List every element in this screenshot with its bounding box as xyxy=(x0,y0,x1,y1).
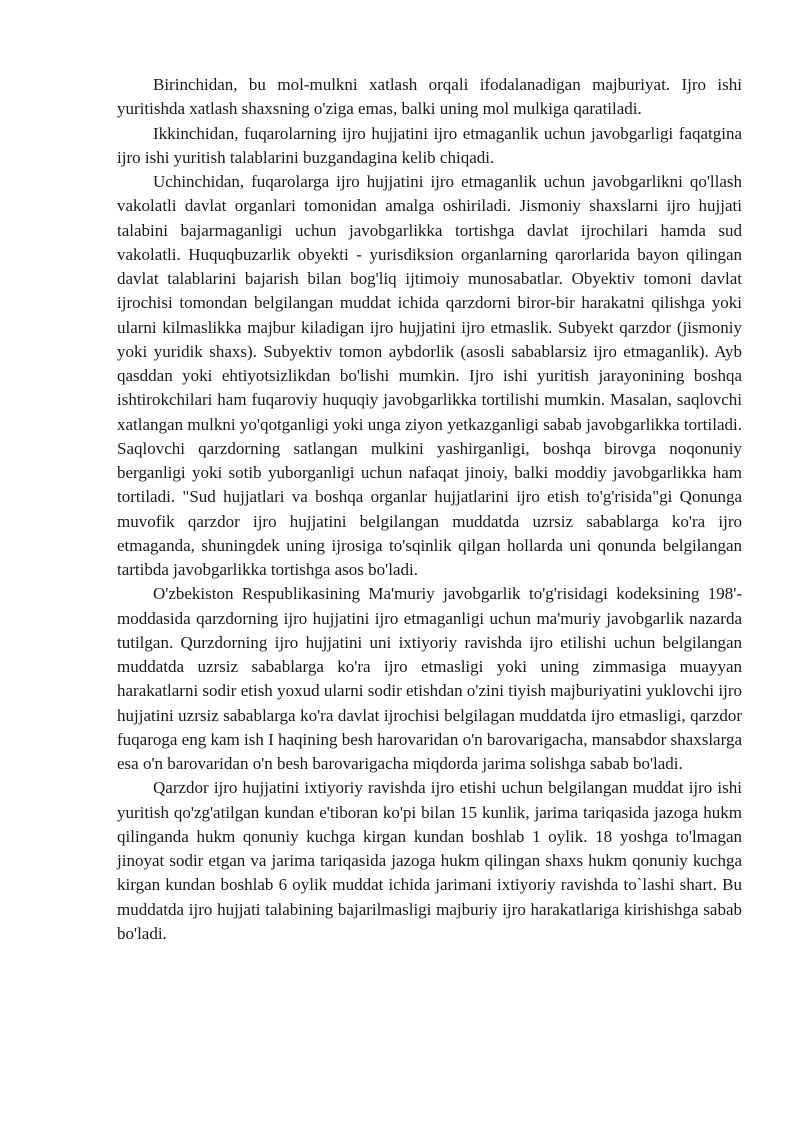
paragraph-ixtiyoriy-muddat: Qarzdor ijro hujjatini ixtiyoriy ravishda ijro etishi uchun belgilangan muddat ijro ishi yuritish qo'zg'atilgan kundan e'tiboran ko'pi bilan 15 kunlik, jarima tariqasida jazoga hukm qilinganda hukm qonuniy kuchga kirgan kundan boshlab 1 oylik. 18 yoshga to'lmagan jinoyat sodir etgan va jarima tariqasida jazoga hukm qilingan shaxs hukm qonuniy kuchga kirgan kundan boshlab 6 oylik muddat ichida jarimani ixtiyoriy ravishda to`lashi shart. Bu muddatda ijro hujjati talabining bajarilmasligi majburiy ijro harakatlariga kirishishga sabab bo'ladi. xyxy=(117,778,742,943)
document-body xyxy=(117,73,742,946)
paragraph-ikkinchidan: Ikkinchidan, fuqarolarning ijro hujjatini ijro etmaganlik uchun javobgarligi faqatgina ijro ishi yuritish talablarini buzgandagina kelib chiqadi. xyxy=(117,123,742,167)
paragraph-mamuriy-kodeks: O'zbekiston Respublikasining Ma'muriy javobgarlik to'g'risidagi kodeksining 198'-moddasida qarzdorning ijro hujjatini ijro etmaganligi uchun ma'muriy javobgarlik nazarda tutilgan. Qurzdorning ijro hujjatini uni ixtiyoriy ravishda ijro etilishi uchun belgilangan muddatda uzrsiz sabablarga ko'ra ijro etmasligi yoki uning zimmasiga muayyan harakatlarni sodir etish yoxud ularni sodir etishdan o'zini tiyish majburiyatini yuklovchi ijro hujjatini uzrsiz sabablarga ko'ra davlat ijrochisi belgilagan muddatda ijro etmasligi, qarzdor fuqaroga eng kam ish I haqining besh harovaridan o'n barovarigacha, mansabdor shaxslarga esa o'n barovaridan o'n besh barovarigacha miqdorda jarima solishga sabab bo'ladi. xyxy=(117,584,742,773)
paragraph-birinchidan: Birinchidan, bu mol-mulkni xatlash orqali ifodalanadigan majburiyat. Ijro ishi yuritishda xatlash shaxsning o'ziga emas, balki uning mol mulkiga qaratiladi. xyxy=(117,75,742,119)
paragraph-uchinchidan: Uchinchidan, fuqarolarga ijro hujjatini ijro etmaganlik uchun javobgarlikni qo'llash vakolatli davlat organlari tomonidan amalga oshiriladi. Jismoniy shaxslarni ijro hujjati talabini bajarmaganligi uchun javobgarlikka tortishga davlat ijrochilari hamda sud vakolatli. Huquqbuzarlik obyekti - yurisdiksion organlarning qarorlarida bayon qilingan davlat talablarini bajarish bilan bog'liq ijtimoiy munosabatlar. Obyektiv tomoni davlat ijrochisi tomondan belgilangan muddat ichida qarzdorni biror-bir harakatni qilishga yoki ularni kilmaslikka majbur kiladigan ijro hujjatini ijro etmaslik. Subyekt qarzdor (jismoniy yoki yuridik shaxs). Subyektiv tomon aybdorlik (asosli sabablarsiz ijro etmaganlik). Ayb qasddan yoki ehtiyotsizlikdan bo'lishi mumkin. Ijro ishi yuritish jarayonining boshqa ishtirokchilari ham fuqaroviy huquqiy javobgarlikka tortilishi mumkin. Masalan, saqlovchi xatlangan mulkni yo'qotganligi yoki unga ziyon yetkazganligi sabab javobgarlikka tortiladi. Saqlovchi qarzdorning satlangan mulkini yashirganligi, boshqa birovga noqonuniy berganligi yoki sotib yuborganligi uchun nafaqat jinoiy, balki moddiy javobgarlikka ham tortiladi. "Sud hujjatlari va boshqa organlar hujjatlarini ijro etish to'g'risida"gi Qonunga muvofik qarzdor ijro hujjatini belgilangan muddatda uzrsiz sabablarga ko'ra ijro etmaganda, shuningdek uning ijrosiga to'sqinlik qilgan hollarda uni qonunda belgilangan tartibda javobgarlikka tortishga asos bo'ladi. xyxy=(117,172,742,579)
